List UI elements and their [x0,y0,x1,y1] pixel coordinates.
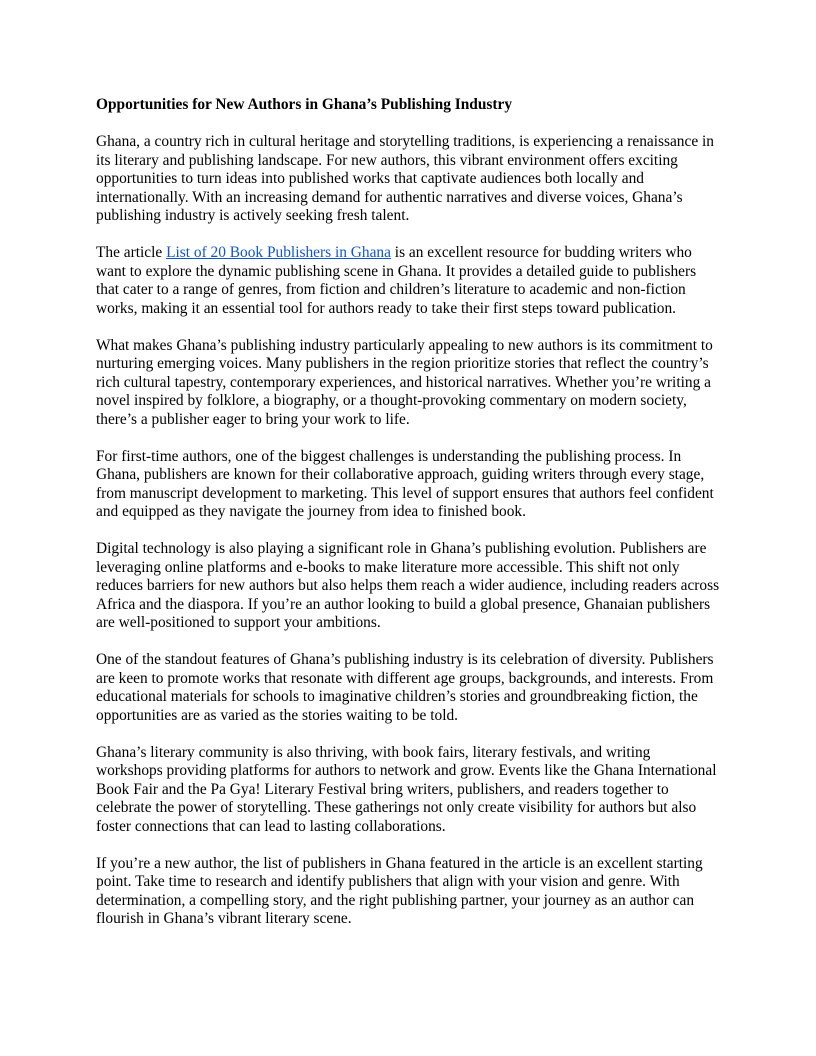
document-title: Opportunities for New Authors in Ghana’s Publishing Industry [96,96,513,113]
paragraph-article-link [96,244,720,318]
paragraph-emerging-voices: What makes Ghana’s publishing industry particularly appealing to new authors is its commitment to nurturing emerging voices. Many publishers in the region prioritize stories that reflect the country’s rich cultural tapestry, contemporary experiences, and historical narratives. Whether you’re writing a novel inspired by folklore, a biography, or a thought-provoking commentary on modern society, there’s a publisher eager to bring your work to life. [96,336,713,428]
publishers-list-link[interactable]: List of 20 Book Publishers in Ghana [166,244,391,261]
paragraph-literary-community: Ghana’s literary community is also thriving, with book fairs, literary festivals, and writing workshops providing platforms for authors to network and grow. Events like the Ghana International Book Fair and the Pa Gya! Literary Festival bring writers, publishers, and readers together to celebrate the power of storytelling. These gatherings not only create visibility for authors but also foster connections that can lead to lasting collaborations. [96,743,717,835]
paragraph-intro: Ghana, a country rich in cultural heritage and storytelling traditions, is experiencing a renaissance in its literary and publishing landscape. For new authors, this vibrant environment offers exciting opportunities to turn ideas into published works that captivate audiences both locally and internationally. With an increasing demand for authentic narratives and diverse voices, Ghana’s publishing industry is actively seeking fresh talent. [96,133,714,224]
paragraph-publishing-process: For first-time authors, one of the biggest challenges is understanding the publishing process. In Ghana, publishers are known for their collaborative approach, guiding writers through every stage, from manuscript development to marketing. This level of support ensures that authors feel confident and equipped as they navigate the journey from idea to finished book. [96,447,714,520]
paragraph-text-after-link: is an excellent resource for budding writers who want to explore the dynamic publishing scene in Ghana. It provides a detailed guide to publishers that cater to a range of genres, from fiction and children’s literature to academic and non-fiction works, making it an essential tool for authors ready to take their first steps toward publication. [96,244,697,317]
paragraph-diversity: One of the standout features of Ghana’s publishing industry is its celebration of diversity. Publishers are keen to promote works that resonate with different age groups, backgrounds, and interests. From educational materials for schools to imaginative children’s stories and groundbreaking fiction, the opportunities are as varied as the stories waiting to be told. [96,651,714,724]
document-page [96,96,720,947]
paragraph-conclusion: If you’re a new author, the list of publishers in Ghana featured in the article is an excellent starting point. Take time to research and identify publishers that align with your vision and genre. With determination, a compelling story, and the right publishing partner, your journey as an author can flourish in Ghana’s vibrant literary scene. [96,854,703,927]
paragraph-digital-technology: Digital technology is also playing a significant role in Ghana’s publishing evolution. Publishers are leveraging online platforms and e-books to make literature more accessible. This shift not only reduces barriers for new authors but also helps them reach a wider audience, including readers across Africa and the diaspora. If you’re an author looking to build a global presence, Ghanaian publishers are well-positioned to support your ambitions. [96,540,720,631]
paragraph-text-before-link: The article [96,244,167,261]
